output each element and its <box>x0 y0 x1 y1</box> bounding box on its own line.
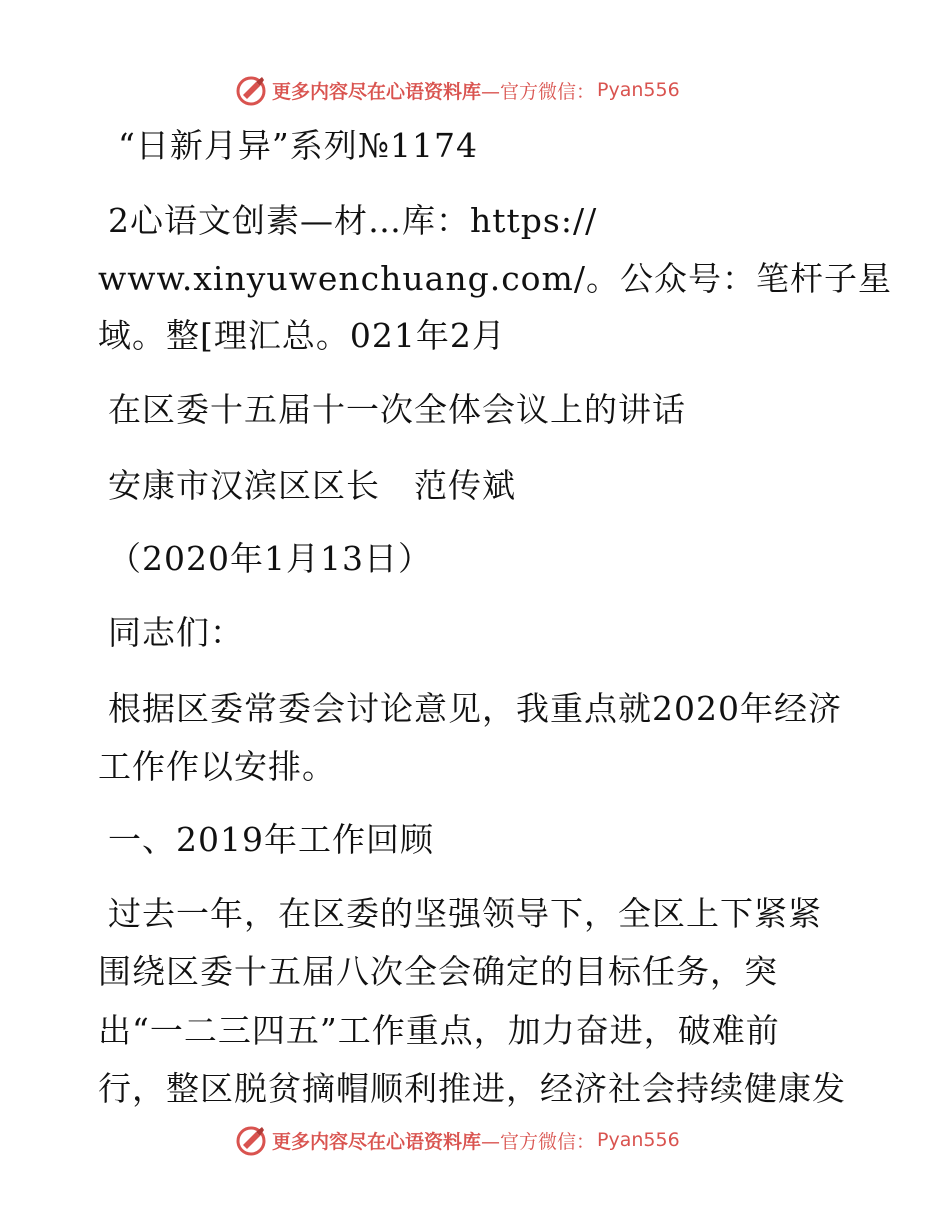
paragraph-2-line-3: 出“一二三四五”工作重点，加力奋进，破难前 <box>98 1011 780 1050</box>
paragraph-2-line-1: 过去一年，在区委的坚强领导下，全区上下紧紧 <box>108 894 822 933</box>
source-line-3: 域。整[理汇总。021年2月 <box>98 316 506 355</box>
watermark-banner-top <box>234 70 714 110</box>
pen-logo-icon <box>234 1123 268 1157</box>
series-title: “日新月异”系列№1174 <box>118 126 478 165</box>
watermark-official-label: —官方微信： <box>481 80 596 103</box>
watermark-brand: 更多内容尽在心语资料库 <box>272 80 482 103</box>
paragraph-1-line-2: 工作作以安排。 <box>98 747 336 786</box>
paragraph-1-line-1: 根据区委常委会讨论意见，我重点就2020年经济 <box>108 689 842 728</box>
watermark-wechat-id: Pyan556 <box>597 1129 680 1151</box>
source-line-1: 2心语文创素—材…库：https:// <box>108 201 598 240</box>
watermark-wechat-id: Pyan556 <box>597 79 680 101</box>
paragraph-2-line-2: 围绕区委十五届八次全会确定的目标任务，突 <box>98 952 778 991</box>
source-line-2: www.xinyuwenchuang.com/。公众号：笔杆子星 <box>98 259 892 298</box>
section-1-heading: 一、2019年工作回顾 <box>108 820 434 859</box>
speaker-line: 安康市汉滨区区长 范传斌 <box>108 466 516 505</box>
pen-logo-icon <box>234 73 268 107</box>
watermark-brand: 更多内容尽在心语资料库 <box>272 1130 482 1153</box>
paragraph-2-line-4: 行，整区脱贫摘帽顺利推进，经济社会持续健康发 <box>98 1069 846 1108</box>
greeting: 同志们： <box>108 613 244 652</box>
speech-title: 在区委十五届十一次全体会议上的讲话 <box>108 390 686 429</box>
speech-date: （2020年1月13日） <box>108 539 432 578</box>
watermark-official-label: —官方微信： <box>481 1130 596 1153</box>
watermark-banner-bottom <box>234 1120 714 1160</box>
